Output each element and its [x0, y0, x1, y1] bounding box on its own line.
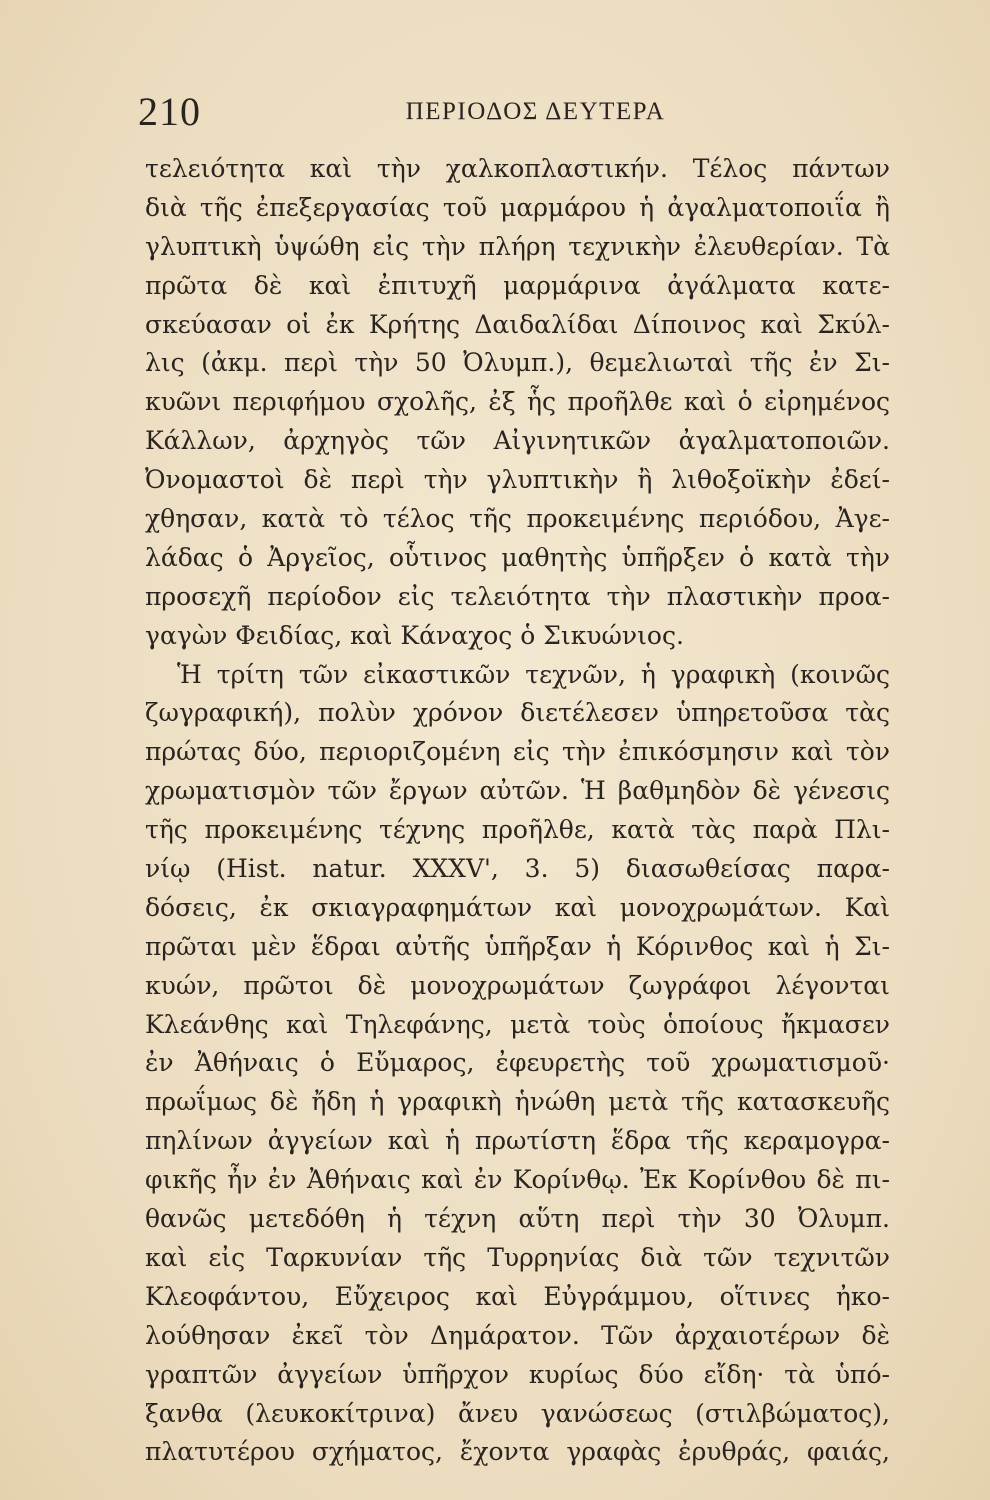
text-line: Κλεάνθης καὶ Τηλεφάνης, μετὰ τοὺς ὁποίους ἤκμασεν [145, 1009, 890, 1039]
text-line: Κλεοφάντου, Εὔχειρος καὶ Εὐγράμμου, οἵτινες ἠκο- [145, 1281, 890, 1311]
text-line: γλυπτικὴ ὑψώθη εἰς τὴν πλήρη τεχνικὴν ἐλευθερίαν. Τὰ [145, 231, 890, 261]
text-line: ἐν Ἀθήναις ὁ Εὔμαρος, ἐφευρετὴς τοῦ χρωματισμοῦ· [145, 1048, 890, 1078]
text-line: δόσεις, ἐκ σκιαγραφημάτων καὶ μονοχρωμάτων. Καὶ [145, 892, 890, 922]
text-line: τῆς προκειμένης τέχνης προῆλθε, κατὰ τὰς παρὰ Πλι- [145, 815, 890, 845]
text-line: Κάλλων, ἀρχηγὸς τῶν Αἰγινητικῶν ἀγαλματοποιῶν. [145, 426, 890, 456]
text-line: φικῆς ἦν ἐν Ἀθήναις καὶ ἐν Κορίνθῳ. Ἐκ Κορίνθου δὲ πι- [145, 1165, 890, 1195]
text-line: ξανθα (λευκοκίτρινα) ἄνευ γανώσεως (στιλβώματος), [145, 1398, 890, 1428]
text-line: λάδας ὁ Ἀργεῖος, οὗτινος μαθητὴς ὑπῆρξεν ὁ κατὰ τὴν [145, 542, 890, 572]
text-line: πρώτας δύο, περιοριζομένη εἰς τὴν ἐπικόσμησιν καὶ τὸν [145, 737, 890, 767]
text-line: κυών, πρῶτοι δὲ μονοχρωμάτων ζωγράφοι λέγονται [145, 970, 890, 1000]
text-line: θανῶς μετεδόθη ἡ τέχνη αὕτη περὶ τὴν 30 Ὀλυμπ. [145, 1204, 890, 1234]
text-line: Ὀνομαστοὶ δὲ περὶ τὴν γλυπτικὴν ἢ λιθοξοϊκὴν ἐδεί- [145, 465, 890, 495]
text-line: γραπτῶν ἀγγείων ὑπῆρχον κυρίως δύο εἴδη· τὰ ὑπό- [145, 1359, 890, 1389]
text-line: πρωΐμως δὲ ἤδη ἡ γραφικὴ ἡνώθη μετὰ τῆς κατασκευῆς [145, 1087, 890, 1117]
text-line: πηλίνων ἀγγείων καὶ ἡ πρωτίστη ἕδρα τῆς κεραμογρα- [145, 1126, 890, 1156]
text-line: τελειότητα καὶ τὴν χαλκοπλαστικήν. Τέλος πάντων [145, 154, 890, 183]
text-line: λις (ἀκμ. περὶ τὴν 50 Ὀλυμπ.), θεμελιωταὶ τῆς ἐν Σι- [145, 348, 890, 378]
text-line: πρῶτα δὲ καὶ ἐπιτυχῆ μαρμάρινα ἀγάλματα κατε- [145, 270, 890, 300]
text-line: λούθησαν ἐκεῖ τὸν Δημάρατον. Τῶν ἀρχαιοτέρων δὲ [145, 1320, 890, 1350]
text-line: γαγὼν Φειδίας, καὶ Κάναχος ὁ Σικυώνιος. [145, 620, 684, 650]
text-line: νίῳ (Hist. natur. XXXV', 3. 5) διασωθείσας παρα- [145, 854, 890, 884]
text-line: Ἡ τρίτη τῶν εἰκαστικῶν τεχνῶν, ἡ γραφικὴ (κοινῶς [177, 659, 890, 689]
page-header [138, 88, 873, 138]
text-line: προσεχῆ περίοδον εἰς τελειότητα τὴν πλαστικὴν προα- [145, 581, 890, 611]
text-line: χθησαν, κατὰ τὸ τέλος τῆς προκειμένης περιόδου, Ἀγε- [145, 504, 890, 534]
body-text [145, 150, 890, 1472]
text-line: ζωγραφική), πολὺν χρόνον διετέλεσεν ὑπηρετοῦσα τὰς [145, 698, 890, 728]
text-line: κυῶνι περιφήμου σχολῆς, ἐξ ἧς προῆλθε καὶ ὁ εἰρημένος [145, 387, 890, 417]
text-line: χρωματισμὸν τῶν ἔργων αὐτῶν. Ἡ βαθμηδὸν δὲ γένεσις [145, 776, 890, 806]
text-line: πλατυτέρου σχήματος, ἔχοντα γραφὰς ἐρυθράς, φαιάς, [145, 1437, 890, 1467]
running-head: ΠΕΡΙΟΔΟΣ ΔΕΥΤΕΡΑ [405, 98, 666, 125]
text-line: καὶ εἰς Ταρκυνίαν τῆς Τυρρηνίας διὰ τῶν τεχνιτῶν [145, 1242, 890, 1272]
page-number: 210 [138, 89, 201, 134]
text-line: σκεύασαν οἱ ἐκ Κρήτης Δαιδαλίδαι Δίποινος καὶ Σκύλ- [145, 309, 890, 339]
text-line: πρῶται μὲν ἕδραι αὐτῆς ὑπῆρξαν ἡ Κόρινθος καὶ ἡ Σι- [145, 931, 890, 961]
text-line: διὰ τῆς ἐπεξεργασίας τοῦ μαρμάρου ἡ ἀγαλματοποιΐα ἢ [145, 192, 890, 222]
